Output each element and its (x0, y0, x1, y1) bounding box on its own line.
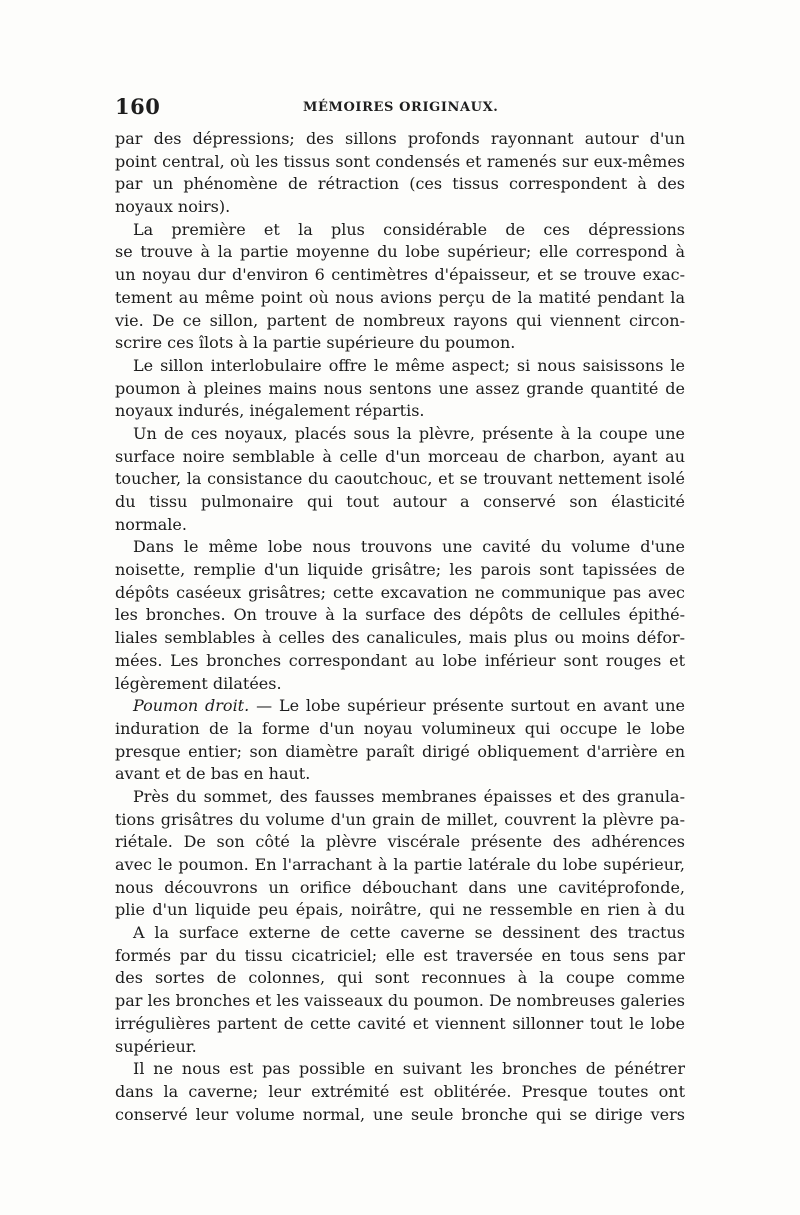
line-text: tement au même point où nous avions perçu de la matité pendant la (115, 287, 685, 307)
line-text: La première et la plus considérable de ces dépressions (133, 219, 685, 239)
text-line (115, 627, 685, 650)
text-line (115, 582, 685, 605)
line-text: Près du sommet, des fausses membranes épaisses et des granula- (133, 786, 685, 806)
text-line (115, 151, 685, 174)
text-line (115, 673, 685, 696)
text-line (115, 1036, 685, 1059)
line-text: se trouve à la partie moyenne du lobe supérieur; elle correspond à (115, 242, 685, 262)
line-text: noyaux noirs). (115, 197, 231, 217)
text-line (115, 1013, 685, 1036)
text-line (115, 355, 685, 378)
text-line (115, 378, 685, 401)
text-line (115, 831, 685, 854)
text-line (115, 491, 685, 514)
text-line (115, 559, 685, 582)
line-text: un noyau dur d'environ 6 centimètres d'épaisseur, et se trouve exac- (115, 265, 685, 285)
line-text: mées. Les bronches correspondant au lobe inférieur sont rouges et (115, 650, 685, 670)
text-line (115, 1081, 685, 1104)
text-line (115, 763, 685, 786)
line-text: A la surface externe de cette caverne se dessinent des tractus (133, 923, 685, 943)
line-text: par les bronches et les vaisseaux du poumon. De nombreuses galeries (115, 991, 685, 1011)
text-line (115, 173, 685, 196)
running-title: MÉMOIRES ORIGINAUX. (303, 100, 499, 115)
line-text: nous découvrons un orifice débouchant dans une cavitéprofonde, (115, 877, 685, 897)
text-line (115, 990, 685, 1013)
text-line (115, 400, 685, 423)
page-header (115, 94, 685, 124)
line-text: liales semblables à celles des canalicules, mais plus ou moins défor- (115, 628, 685, 648)
line-text: presque entier; son diamètre paraît dirigé obliquement d'arrière en (115, 741, 685, 761)
text-line (115, 196, 685, 219)
line-text: du tissu pulmonaire qui tout autour a conservé son élasticité (115, 492, 685, 511)
line-text: poumon à pleines mains nous sentons une assez grande quantité de (115, 378, 685, 398)
line-text: avec le poumon. En l'arrachant à la partie latérale du lobe supérieur, (115, 855, 685, 874)
line-text: riétale. De son côté la plèvre viscérale présente des adhérences (115, 832, 685, 852)
text-line (115, 854, 685, 877)
text-line (115, 741, 685, 764)
line-text: plie d'un liquide peu épais, noirâtre, qui ne ressemble en rien à du (115, 900, 685, 920)
line-text: par un phénomène de rétraction (ces tissus correspondent à des (115, 174, 685, 194)
text-line (115, 423, 685, 446)
line-text: des sortes de colonnes, qui sont reconnues à la coupe comme (115, 968, 685, 988)
line-text: noisette, remplie d'un liquide grisâtre; les parois sont tapissées de (115, 560, 685, 580)
line-text: irrégulières partent de cette cavité et viennent sillonner tout le lobe (115, 1013, 685, 1033)
text-line (115, 310, 685, 333)
text-line (115, 264, 685, 287)
text-line (115, 1058, 685, 1081)
text-line (115, 786, 685, 809)
text-line (115, 877, 685, 900)
line-text: conservé leur volume normal, une seule bronche qui se dirige vers (115, 1104, 685, 1124)
text-line (115, 468, 685, 491)
text-line (115, 287, 685, 310)
text-line (115, 718, 685, 741)
text-line (115, 128, 685, 151)
line-text: avant et de bas en haut. (115, 764, 311, 784)
text-line (115, 650, 685, 673)
line-text: Un de ces noyaux, placés sous la plèvre, présente à la coupe une (133, 423, 685, 443)
text-line (115, 695, 685, 718)
body-text (115, 128, 685, 1126)
text-line (115, 945, 685, 968)
text-line (115, 604, 685, 627)
text-line (115, 899, 685, 922)
italic-heading: Poumon droit. (133, 696, 250, 716)
line-text: légèrement dilatées. (115, 673, 282, 693)
text-line (115, 967, 685, 990)
line-text: noyaux indurés, inégalement répartis. (115, 401, 425, 421)
line-text: toucher, la consistance du caoutchouc, et se trouvant nettement isolé (115, 469, 685, 489)
text-line (115, 809, 685, 832)
line-text: par des dépressions; des sillons profonds rayonnant autour d'un (115, 129, 685, 148)
line-text: Dans le même lobe nous trouvons une cavité du volume d'une (133, 537, 685, 557)
page-number: 160 (115, 94, 161, 119)
line-text: — Le lobe supérieur présente surtout en avant une (249, 696, 685, 716)
line-text: surface noire semblable à celle d'un morceau de charbon, ayant au (115, 446, 685, 466)
text-line (115, 536, 685, 559)
line-text: Le sillon interlobulaire offre le même aspect; si nous saisissons le (133, 355, 685, 375)
line-text: point central, où les tissus sont condensés et ramenés sur eux-mêmes (115, 151, 685, 171)
line-text: vie. De ce sillon, partent de nombreux rayons qui viennent circon- (115, 310, 685, 330)
text-line (115, 1104, 685, 1127)
text-line (115, 332, 685, 355)
line-text: normale. (115, 514, 187, 534)
text-line (115, 219, 685, 242)
line-text: formés par du tissu cicatriciel; elle est traversée en tous sens par (115, 945, 685, 965)
line-text: scrire ces îlots à la partie supérieure du poumon. (115, 333, 516, 353)
line-text: dépôts caséeux grisâtres; cette excavation ne communique pas avec (115, 582, 685, 602)
text-line (115, 922, 685, 945)
line-text: induration de la forme d'un noyau volumineux qui occupe le lobe (115, 718, 685, 738)
text-line (115, 514, 685, 537)
line-text: Il ne nous est pas possible en suivant les bronches de pénétrer (133, 1059, 685, 1079)
line-text: les bronches. On trouve à la surface des dépôts de cellules épithé- (115, 605, 685, 625)
text-line (115, 446, 685, 469)
line-text: supérieur. (115, 1036, 197, 1056)
line-text: tions grisâtres du volume d'un grain de millet, couvrent la plèvre pa- (115, 809, 685, 829)
line-text: dans la caverne; leur extrémité est oblitérée. Presque toutes ont (115, 1081, 685, 1101)
text-line (115, 241, 685, 264)
